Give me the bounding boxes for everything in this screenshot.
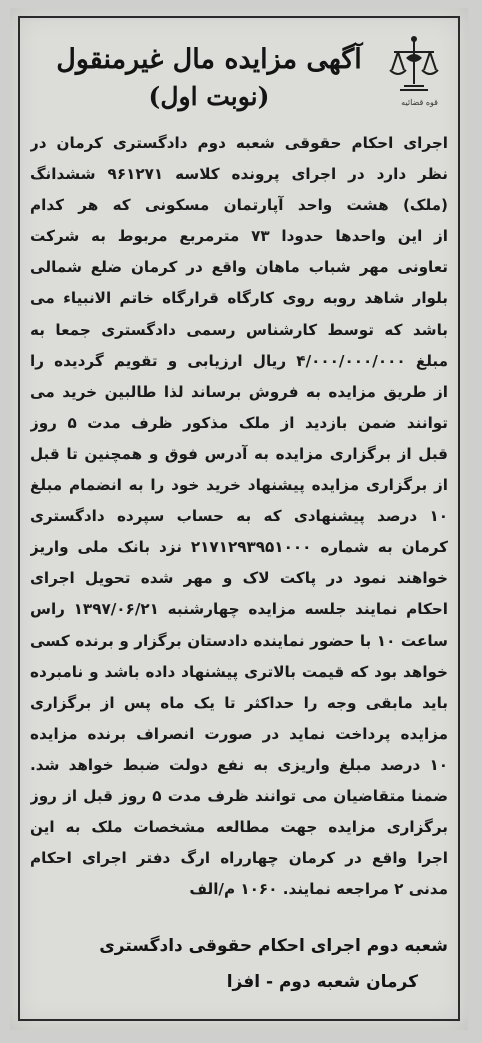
body-line: اجرای احکام حقوقی شعبه دوم دادگستری کرمان در bbox=[30, 134, 448, 152]
body-line: اجرا واقع در کرمان چهارراه ارگ دفتر اجرای احکام bbox=[30, 849, 448, 868]
notice-subtitle: (نوبت اول) bbox=[148, 82, 270, 111]
signature-line: کرمان شعبه دوم - افزا bbox=[226, 972, 418, 992]
body-line: ۱۰ درصد مبلغ واریزی به نفع دولت ضبط خواهد شد. bbox=[30, 755, 448, 774]
body-line: برگزاری مزایده جهت مطالعه مشخصات ملک به این bbox=[30, 818, 448, 837]
body-line: کرمان به شماره ۲۱۷۱۲۹۳۹۵۱۰۰۰ نزد بانک ملی واریز bbox=[30, 538, 448, 557]
body-line: مزایده پرداخت نماید در صورت انصراف برنده مزایده bbox=[30, 724, 448, 743]
body-line: باشد که توسط کارشناس رسمی دادگستری جمعا به bbox=[30, 320, 448, 339]
body-line: از طریق مزایده به فروش برساند لذا طالبین خرید می bbox=[30, 382, 448, 401]
body-line: خواهد بود که قیمت بالاتری پیشنهاد داده باشد و نامبرده bbox=[30, 662, 448, 681]
body-line: احکام نمایند جلسه مزایده چهارشنبه ۱۳۹۷/۰۶/۲۱ راس bbox=[30, 600, 448, 619]
signature-line: شعبه دوم اجرای احکام حقوقی دادگستری bbox=[99, 936, 448, 956]
body-line: تعاونی مهر شباب ماهان واقع در کرمان ضلع شمالی bbox=[30, 258, 448, 277]
body-line: مبلغ ۴/۰۰۰/۰۰۰/۰۰۰ ریال ارزیابی و تقویم گردیده را bbox=[30, 351, 448, 370]
body-line: قبل از برگزاری مزایده به آدرس فوق و همچنین تا قبل bbox=[30, 444, 448, 463]
emblem-caption: قوه قضائیه bbox=[401, 98, 438, 107]
body-line: (ملک) هشت واحد آپارتمان مسکونی که هر کدام bbox=[30, 196, 448, 215]
body-line: ضمنا متقاضیان می توانند ظرف مدت ۵ روز قبل از روز bbox=[30, 786, 448, 805]
body-line: از این واحدها حدودا ۷۳ مترمربع مربوط به شرکت bbox=[30, 227, 448, 246]
notice-title: آگهی مزایده مال غیرمنقول bbox=[56, 44, 362, 75]
body-line: توانند ضمن بازدید از ملک مذکور ظرف مدت ۵ روز bbox=[30, 413, 448, 432]
body-line: خواهند نمود در پاکت لاک و مهر شده تحویل اجرای bbox=[30, 569, 448, 588]
body-line: بلوار شاهد روبه روی کارگاه قرارگاه خاتم الانبیاء می bbox=[30, 289, 448, 308]
body-line: باید مابقی وجه را حداکثر تا یک ماه پس از برگزاری bbox=[30, 693, 448, 712]
body-line: مدنی ۲ مراجعه نمایند. ۱۰۶۰ م/الف bbox=[189, 880, 448, 899]
body-line: نظر دارد در اجرای پرونده کلاسه ۹۶۱۲۷۱ ششدانگ bbox=[30, 165, 448, 184]
notice-signature bbox=[34, 928, 448, 1000]
body-line: ۱۰ درصد پیشنهادی که به حساب سپرده دادگستری bbox=[30, 507, 448, 526]
body-line: ساعت ۱۰ با حضور نماینده دادستان برگزار و برنده کسی bbox=[30, 631, 448, 650]
body-line: از برگزاری مزایده پیشنهاد خرید خود را به انضمام مبلغ bbox=[30, 476, 448, 495]
notice-body bbox=[30, 128, 448, 905]
notice-header bbox=[34, 26, 448, 126]
